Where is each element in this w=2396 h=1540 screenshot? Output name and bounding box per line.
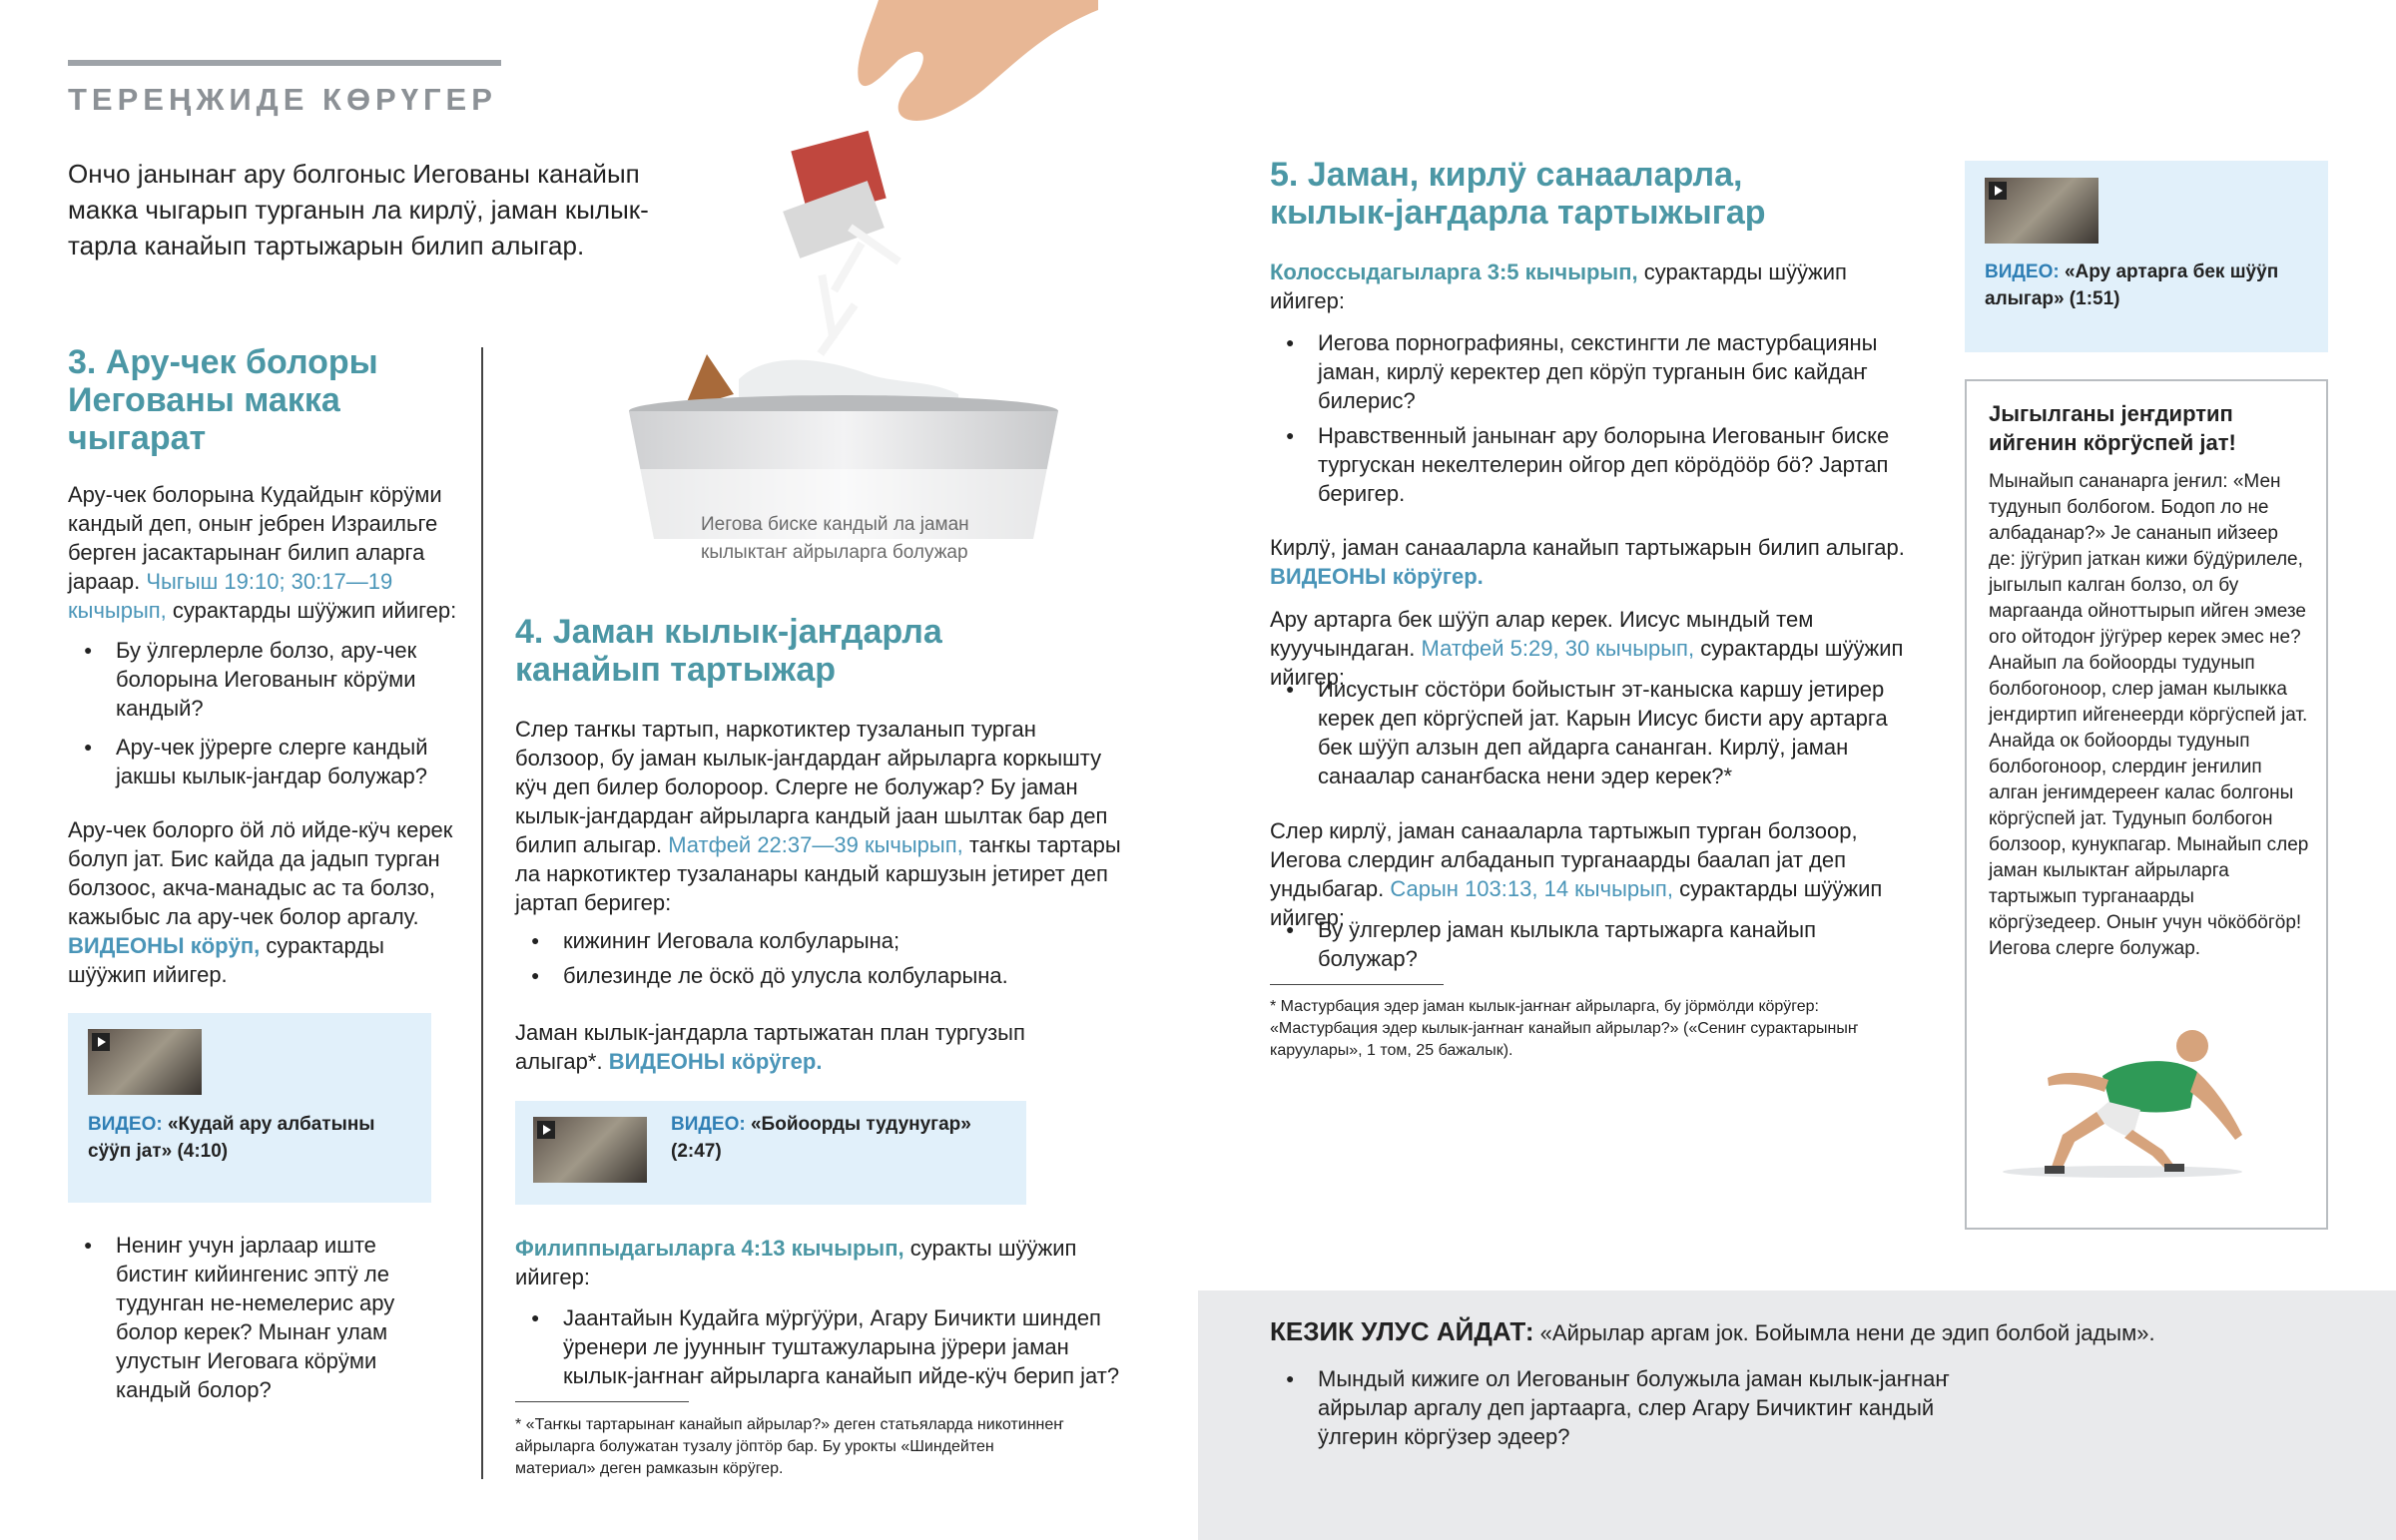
list-item: ● Мындый кижиге ол Иегованыҥ болужыла јаман кылык-јаҥнаҥ айрылар аргалу деп јартаарга, слер Агару Бичиктиҥ кандый ӱлгерин кӧргӱзер эдеер?: [1270, 1364, 1969, 1451]
play-icon[interactable]: [1989, 182, 2007, 200]
section-4-bullets: [515, 926, 1114, 990]
section-4-p1: Слер таҥкы тартып, наркотиктер тузаланып турган болзоор, бу јаман кылык-јаҥдардаҥ айрыларга коркышту кӱч деп билер болороор. Слерге не болужар? Бу јаман кылык-јаҥдардаҥ айрыларга кандый јаан шылтак бар деп билип алыгар. Матфей 22:37—39 кычырып, таҥкы тартары ла наркотиктер тузаланары кандый каршузын јетирет деп јартап беригер:: [515, 717, 1121, 915]
watch-video-link[interactable]: ВИДЕОНЫ кӧрӱгер.: [608, 1049, 823, 1074]
section-5-footnote: * Мастурбация эдер јаман кылык-јаҥнаҥ айрыларга, бу јӧрмӧлди кӧрӱгер: «Мастурбация эдер кылык-јаҥнаҥ канайып айрылар?» («Сениҥ сурактарыныҥ каруулары», 1 том, 25 бажалык).: [1270, 998, 1859, 1059]
header-rule: [68, 60, 501, 66]
play-icon[interactable]: [92, 1033, 110, 1051]
intro-text: Ончо јанынаҥ ару болгоныс Иегованы канайып макка чыгарып турганын ла кирлӱ, јаман кылык-тарла канайып тартыжарын билип алыгар.: [68, 159, 649, 260]
section-5-bullets: [1270, 328, 1909, 508]
sidebar-title: Јыгылганы јеҥдиртип ийгенин кӧргӱспей јат!: [1989, 401, 2236, 455]
column-divider: [481, 347, 483, 1479]
section-4-p2: Јаман кылык-јаҥдарла тартыжатан план тургузып алыгар*. ВИДЕОНЫ кӧрӱгер.: [515, 1020, 1025, 1074]
video-thumbnail[interactable]: [88, 1029, 202, 1095]
video-thumbnail[interactable]: [1985, 178, 2098, 244]
section-5-title: 5. Јаман, кирлӱ санааларла, кылык-јаҥдарла тартыжыгар: [1270, 156, 1766, 232]
scripture-link-psalm[interactable]: Сарын 103:13, 14 кычырып,: [1390, 876, 1673, 901]
section-5-p3: Ару артарга бек шӱӱп алар керек. Иисус мындый тем кууучындаган. Матфей 5:29, 30 кычырып, сурактарды шӱӱжип ийигер:: [1270, 607, 1904, 690]
some-say-label: КЕЗИК УЛУС АЙДАТ:: [1270, 1316, 1534, 1346]
section-5-bullets-2: [1270, 675, 1919, 790]
section-4-footnote: * «Таҥкы тартарынаҥ канайып айрылар?» деген статьяларда никотиннеҥ айрыларга болужатан тузалу јӧптӧр бар. Бу урокты «Шиндейтен материал» деген рамказын кӧрӱгер.: [515, 1416, 1064, 1477]
list-item: ● Бу ӱлгерлер јаман кылыкла тартыжарга канайып болужар?: [1270, 915, 1869, 973]
list-item: ● Бу ӱлгерлерле болзо, ару-чек болорына Иегованыҥ кӧрӱми кандый?: [68, 636, 457, 723]
section-3-title: 3. Ару-чек болоры Иегованы макка чыгарат: [68, 343, 378, 457]
some-say-bullets: [1270, 1364, 1969, 1451]
sidebar-box: [1965, 379, 2328, 1230]
watch-video-link[interactable]: ВИДЕОНЫ кӧрӱгер.: [1270, 564, 1484, 589]
section-5-p4: Слер кирлӱ, јаман санааларла тартыжып турган болзоор, Иегова слердиҥ албаданып турганаарды баалап јат деп ундыбагар. Сарын 103:13, 14 кычырып, сурактарды шӱӱжип ийигер:: [1270, 818, 1883, 930]
section-4-bullets-2: [515, 1303, 1124, 1390]
list-item: ● Ару-чек јӱрерге слерге кандый јакшы кылык-јаҥдар болужар?: [68, 733, 457, 790]
section-4-p3: Филиппыдагыларга 4:13 кычырып, суракты шӱӱжип ийигер:: [515, 1236, 1077, 1289]
footnote-rule: [1270, 984, 1444, 985]
illustration-caption: Иегова биске кандый ла јаман кылыктаҥ айрыларга болужар: [701, 514, 969, 563]
section-label: ТЕРЕҢЖИДЕ КӨРҮГЕР: [68, 82, 497, 117]
scripture-link-exodus[interactable]: Чыгыш 19:10; 30:17—19 кычырып,: [68, 569, 393, 623]
scripture-link-matthew-22[interactable]: Матфей 22:37—39 кычырып,: [668, 832, 963, 857]
list-item: ● билезинде ле ӧскӧ дӧ улусла колбуларына.: [515, 961, 1114, 990]
section-3-p1: Ару-чек болорына Кудайдыҥ кӧрӱми кандый деп, оныҥ јебрен Израильге берген јасактарынаҥ билип аларга јараар. Чыгыш 19:10; 30:17—19 кычырып, сурактарды шӱӱжип ийигер:: [68, 482, 457, 623]
video-box-s4[interactable]: ВИДЕО: «Бойоорды тудунугар» (2:47): [515, 1101, 1026, 1205]
list-item: ● Нравственный јанынаҥ ару болорына Иегованыҥ биске тургускан некелтелерин ойгор деп кӧрӧдӧӧр бӧ? Јартап беригер.: [1270, 421, 1909, 508]
scripture-link-philippians[interactable]: Филиппыдагыларга 4:13 кычырып,: [515, 1236, 904, 1261]
trash-can-illustration: [629, 0, 1108, 539]
list-item: ● Иегова порнографияны, секстингти ле мастурбацияны јаман, кирлӱ керектер деп кӧрӱп турганын бис кайдаҥ билерис?: [1270, 328, 1909, 415]
some-say-panel: [1198, 1290, 2396, 1540]
list-item: ● Јаантайын Кудайга мӱргӱӱри, Агару Бичикти шиндеп ӱренери ле јуунныҥ туштажуларына јӱрери јаман кылык-јаҥнаҥ айрыларга канайып ийде-кӱч берип јат?: [515, 1303, 1124, 1390]
section-5-p2: Кирлӱ, јаман санааларла канайып тартыжарын билип алыгар. ВИДЕОНЫ кӧрӱгер.: [1270, 535, 1905, 589]
runner-illustration: [1993, 1020, 2282, 1180]
watch-video-link[interactable]: ВИДЕОНЫ кӧрӱп,: [68, 933, 261, 958]
video-box-s5[interactable]: ВИДЕО: «Ару артарга бек шӱӱп алыгар» (1:51): [1965, 161, 2328, 352]
video-thumbnail[interactable]: [533, 1117, 647, 1183]
scripture-link-colossians[interactable]: Колоссыдагыларга 3:5 кычырып,: [1270, 259, 1638, 284]
list-item: ● Иисустыҥ сӧстӧри бойыстыҥ эт-каныска каршу јетирер керек деп кӧргӱспей јат. Карын Иисус бисти ару артарга бек шӱӱп алзын деп айдарга сананган. Кирлӱ, јаман санаалар санаҥбаска нени эдер керек?*: [1270, 675, 1919, 790]
section-5-bullets-3: [1270, 915, 1869, 973]
section-5-p1: Колоссыдагыларга 3:5 кычырып, сурактарды шӱӱжип ийигер:: [1270, 259, 1847, 313]
footnote-rule: [515, 1401, 689, 1402]
section-3-p2: Ару-чек болорго ӧй лӧ ийде-кӱч керек болуп јат. Бис кайда да јадып турган болзоос, акча-манадыс ас та болзо, кажыбыс ла ару-чек болор аргалу. ВИДЕОНЫ кӧрӱп, сурактарды шӱӱжип ийигер.: [68, 817, 453, 987]
sidebar-text: Мынайып сананарга јеҥил: «Мен тудунып болбогом. Бодоп ло не албаданар?» Је сананып ийзеер де: јӱгӱрип јаткан кижи бӱдӱрилеле, јыгылып калган болзо, ол бу маргаанда ойноттырып ийген эмезе ого ойтодоҥ јӱгӱрер керек эмес не? Анайып ла бойоорды тудунып болбогоноор, слер јаман кылыкка јеҥдиртип ийгенеерди кӧргӱспей јат. Анайда ок бойоорды тудунып болбогоноор, слердиҥ јеҥилип алган јеҥимдерееҥ калас болгоны кӧргӱспей јат. Тудунып болбогон болзоор, кунукпагар. Мынайып слер јаман кылыктаҥ айрыларга тартыжып турганаарды кӧргӱзедеер. Оныҥ учун чӧкӧбӧгӧр! Иегова слерге болужар.: [1989, 471, 2309, 959]
section-4-title: 4. Јаман кылык-јаҥдарла канайып тартыжар: [515, 613, 942, 689]
section-3-bullets-2: [68, 1231, 447, 1404]
section-3-bullets: [68, 636, 457, 790]
video-box-s3[interactable]: ВИДЕО: «Кудай ару албатыны сӱӱп јат» (4:10): [68, 1013, 431, 1203]
scripture-link-matthew-5[interactable]: Матфей 5:29, 30 кычырып,: [1421, 636, 1695, 661]
list-item: ● кижиниҥ Иеговала колбуларына;: [515, 926, 1114, 955]
list-item: ● Нениҥ учун јарлаар иште бистиҥ кийингенис эптӱ ле тудунган не-немелерис ару болор керек? Мынаҥ улам улустыҥ Иеговага кӧрӱми кандый болор?: [68, 1231, 447, 1404]
some-say-text: КЕЗИК УЛУС АЙДАТ: «Айрылар аргам јок. Бойымла нени де эдип болбой јадым».: [1270, 1316, 2155, 1346]
play-icon[interactable]: [537, 1121, 555, 1139]
